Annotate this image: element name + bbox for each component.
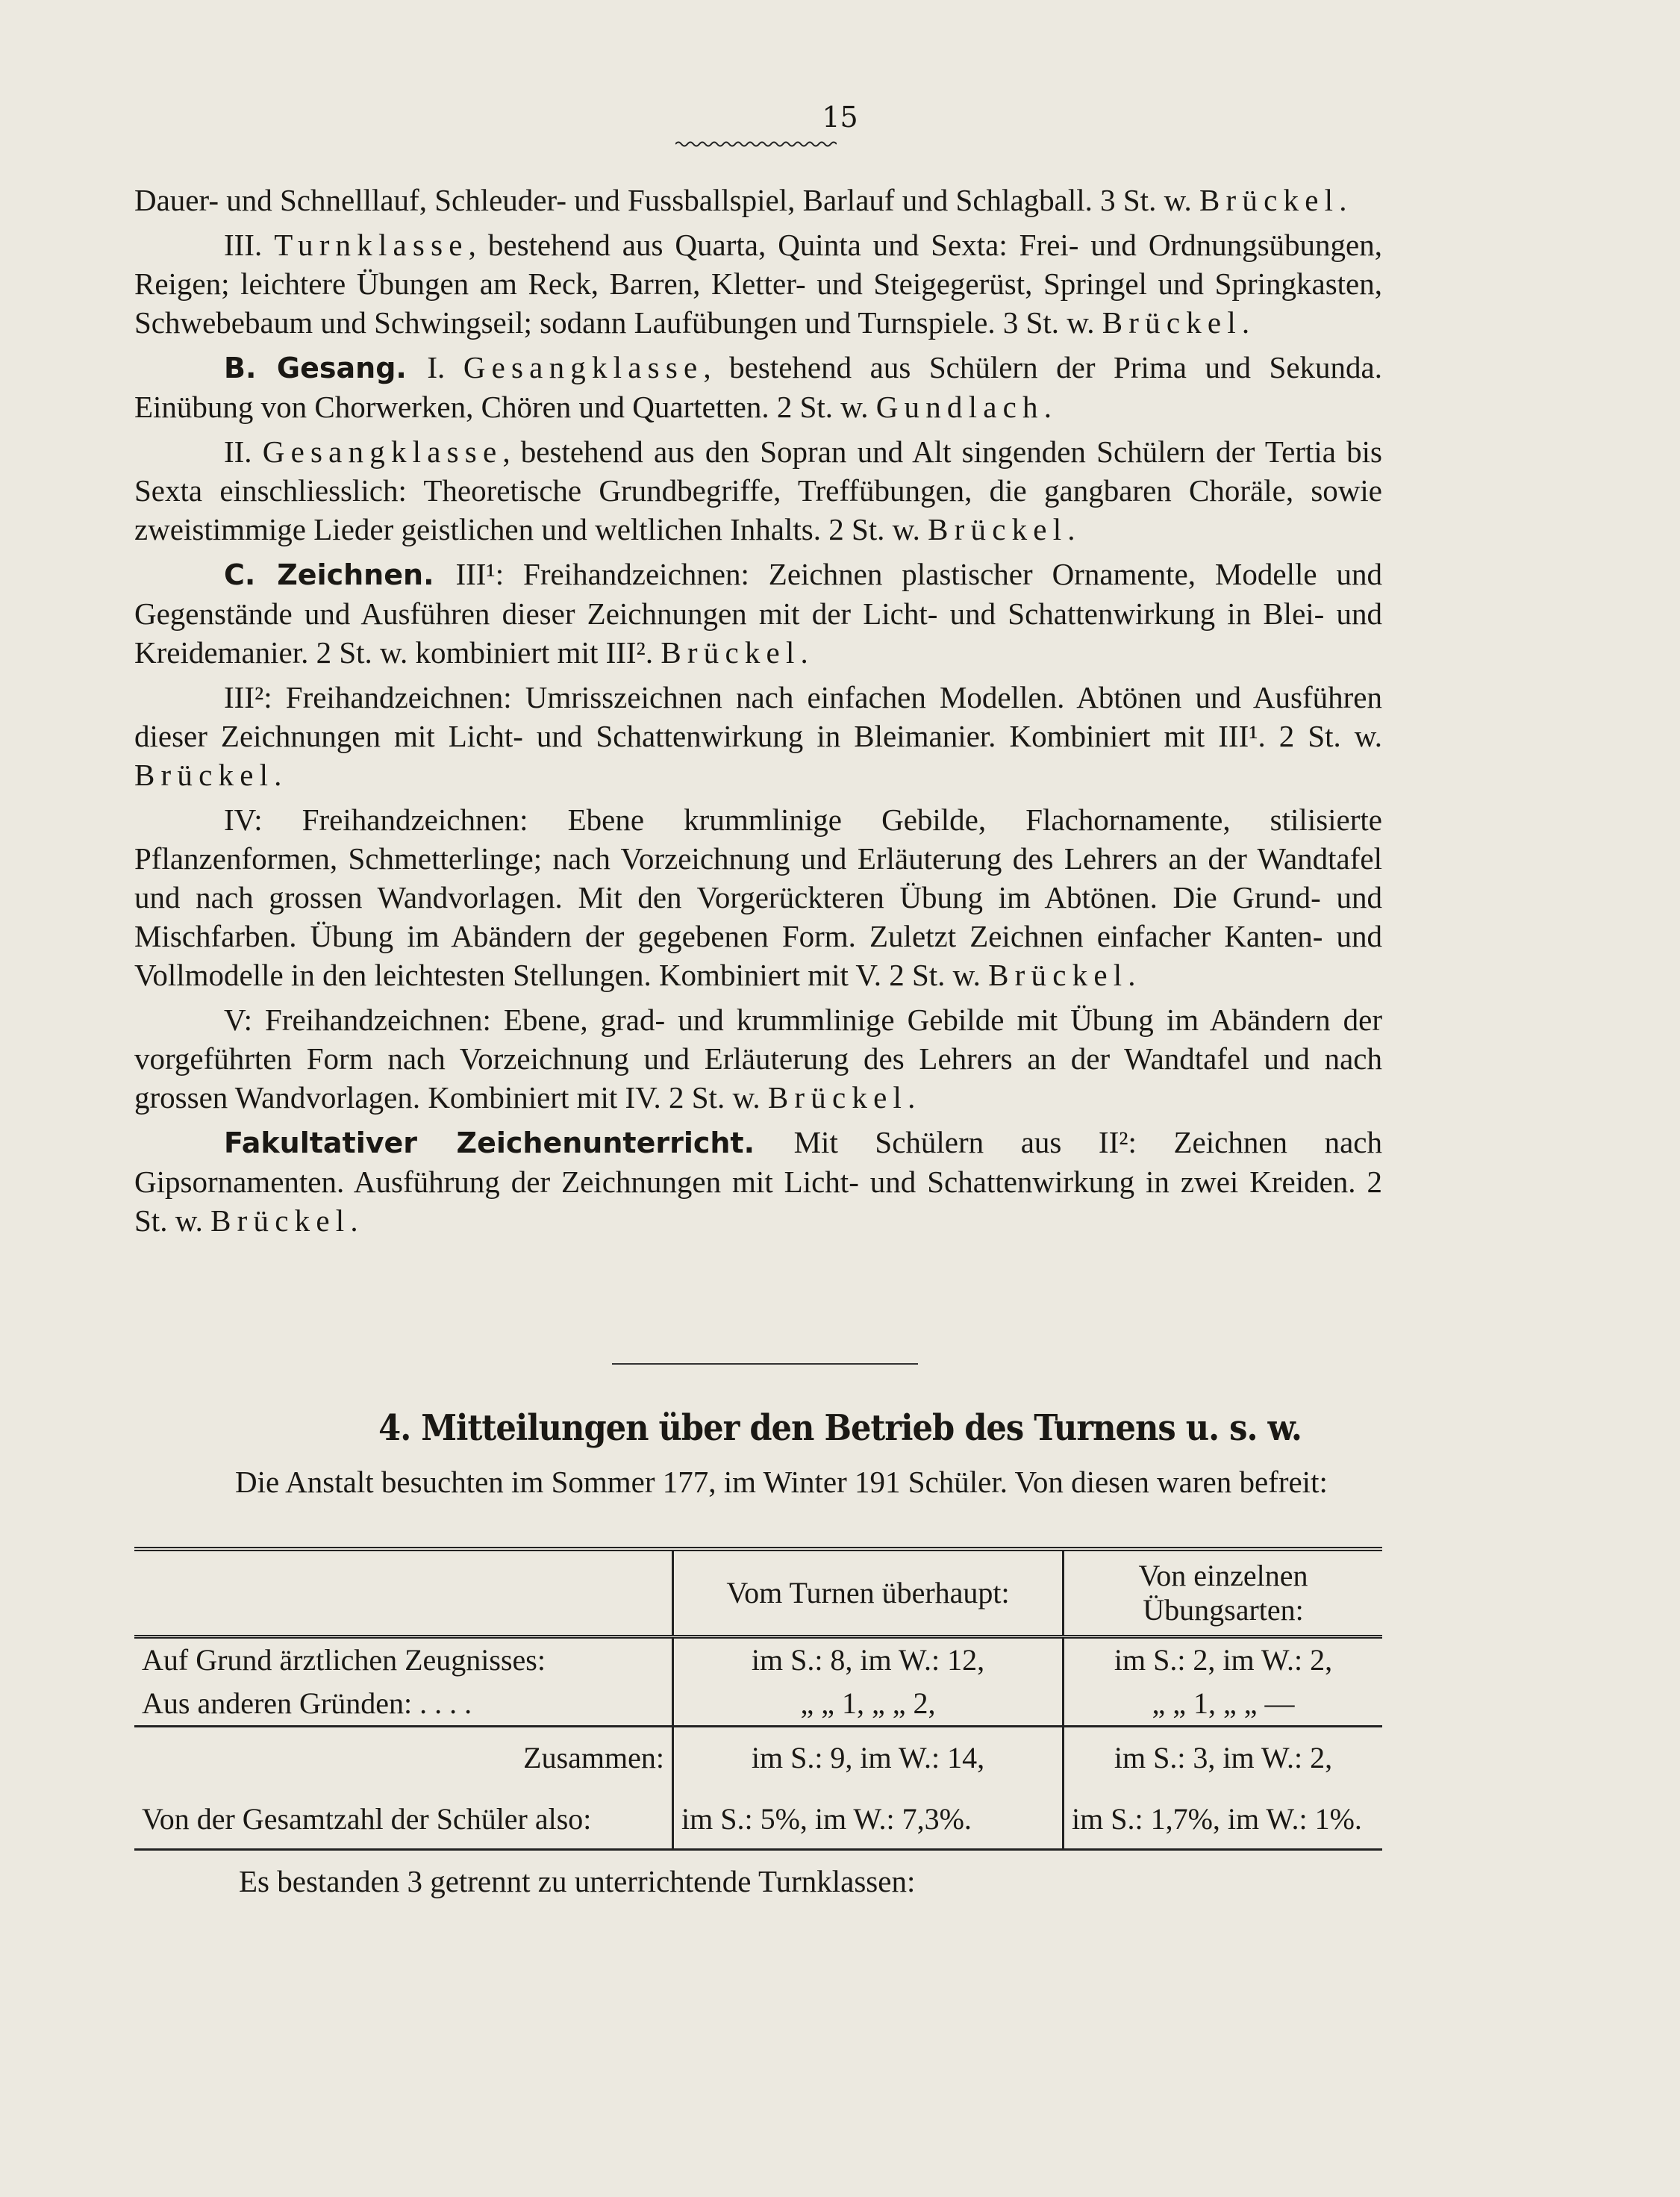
row-value-partial: im S.: 2, im W.: 2, [1064,1637,1383,1683]
paragraph [134,1123,1382,1240]
paragraph [134,181,1382,219]
exemption-table [134,1547,1382,1851]
spaced-name: Brückel. [1102,305,1256,340]
spaced-name: Turnklasse [274,228,469,262]
subject-heading: Fakultativer Zeichenunterricht. [224,1126,794,1159]
table-header-partial: Von einzelnen Übungsarten: [1064,1549,1383,1637]
paragraph [134,348,1382,426]
spaced-name: Brückel. [988,958,1142,992]
paragraph-text: V: Freihandzeichnen: Ebene, grad- und krummlinige Gebilde mit Übung im Abändern der vorgeführten Form nach Vorzeichnung und Erläuterung des Lehrers an der Wandtafel und nach grossen Wandvorlagen. Kombiniert mit IV. 2 St. w. [134,1003,1382,1115]
row-label: Aus anderen Gründen: . . . . [142,1686,472,1720]
table-sum-row [134,1727,1382,1794]
subject-heading: B. Gesang. [224,352,428,384]
spaced-name: Gesangklasse [262,434,503,469]
row-label: Auf Grund ärztlichen Zeugnisses: [142,1643,546,1677]
table-percent-row [134,1793,1382,1850]
spaced-name: Brückel. [1199,183,1353,217]
paragraph [134,225,1382,342]
spaced-name: Brückel. [134,758,288,792]
row-value-total: „ „ 1, „ „ 2, [673,1682,1064,1727]
page-number: 15 [822,101,858,134]
spaced-name: Gesangklasse [463,350,704,384]
table-row [134,1637,1382,1683]
footer-text: Es bestanden 3 getrennt zu unterrichtende Turnklassen: [239,1864,916,1898]
paragraph-text: II. [224,434,263,469]
paragraph-text: III. [224,228,275,262]
paragraph [134,800,1382,994]
row-value-partial: „ „ 1, „ „ — [1064,1682,1383,1727]
row-value-total: im S.: 8, im W.: 12, [673,1637,1064,1683]
body-text [134,181,1382,1246]
spaced-name: Brückel. [661,635,814,670]
paragraph [134,678,1382,794]
spaced-name: Brückel. [210,1203,364,1238]
percent-value-total: im S.: 5%, im W.: 7,3%. [673,1793,1064,1850]
wavy-rule-ornament [675,140,837,148]
table-header-row [134,1549,1382,1637]
paragraph-text: Dauer- und Schnelllauf, Schleuder- und Fussballspiel, Barlauf und Schlagball. 3 St. w. [134,183,1200,217]
spaced-name: Brückel. [928,512,1081,546]
section-title: 4. Mitteilungen über den Betrieb des Turnens u. s. w. [378,1407,1302,1449]
paragraph [134,555,1382,672]
paragraph-text: III²: Freihandzeichnen: Umrisszeichnen nach einfachen Modellen. Abtönen und Ausführen dieser Zeichnungen mit Licht- und Schattenwirkung in Bleimanier. Kombiniert mit III¹. 2 St. w. [134,680,1382,753]
paragraph-text: , bestehend aus den Sopran und Alt singenden Schülern der Tertia bis Sexta einschliesslich: Theoretische Grundbegriffe, Treffübungen, die gangbaren Choräle, sowie zweistimmige Lieder geistlichen und weltlichen Inhalts. 2 St. w. [134,434,1382,546]
percent-value-partial: im S.: 1,7%, im W.: 1%. [1064,1793,1383,1850]
table-header-total: Vom Turnen überhaupt: [673,1549,1064,1637]
spaced-name: Brückel. [767,1080,922,1115]
paragraph-text: Mit Schülern aus II²: Zeichnen nach Gipsornamenten. Ausführung der Zeichnungen mit Licht- und Schattenwirkung in zwei Kreiden. 2 St. w. [134,1125,1382,1238]
paragraph-text: III¹: Freihandzeichnen: Zeichnen plastischer Ornamente, Modelle und Gegenstände und Ausführen dieser Zeichnungen mit der Licht- und Schattenwirkung in Blei- und Kreidemanier. 2 St. w. kombiniert mit III². [134,557,1382,670]
paragraph [134,432,1382,549]
paragraph-text: I. [427,350,463,384]
intro-text: Die Anstalt besuchten im Sommer 177, im Winter 191 Schüler. Von diesen waren befreit: [235,1465,1328,1499]
paragraph-text: IV: Freihandzeichnen: Ebene krummlinige Gebilde, Flachornamente, stilisierte Pflanzenformen, Schmetterlinge; nach Vorzeichnung und Erläuterung des Lehrers an der Wandtafel und nach grossen Wandvorlagen. Mit den Vorgerückteren Übung im Abtönen. Die Grund- und Mischfarben. Übung im Abändern der gegebenen Form. Zuletzt Zeichnen einfacher Kanten- und Vollmodelle in den leichtesten Stellungen. Kombiniert mit V. 2 St. w. [134,803,1382,992]
spaced-name: Gundlach. [875,390,1058,424]
sum-value-total: im S.: 9, im W.: 14, [673,1727,1064,1794]
section-divider [612,1363,918,1368]
percent-label: Von der Gesamtzahl der Schüler also: [142,1802,592,1836]
paragraph-text: , bestehend aus Schülern der Prima und Sekunda. Einübung von Chorwerken, Chören und Quartetten. 2 St. w. [134,350,1382,424]
intro-paragraph [134,1463,1382,1500]
subject-heading: C. Zeichnen. [224,558,456,591]
table-row [134,1682,1382,1727]
sum-label: Zusammen: [134,1727,673,1794]
sum-value-partial: im S.: 3, im W.: 2, [1064,1727,1383,1794]
paragraph-text: , bestehend aus Quarta, Quinta und Sexta: Frei- und Ordnungsübungen, Reigen; leichtere Übungen am Reck, Barren, Kletter- und Steigegerüst, Springel und Springkasten, Schwebebaum und Schwingseil; sodann Laufübungen und Turnspiele. 3 St. w. [134,228,1382,340]
paragraph [134,1000,1382,1117]
table-header-empty [134,1549,673,1637]
